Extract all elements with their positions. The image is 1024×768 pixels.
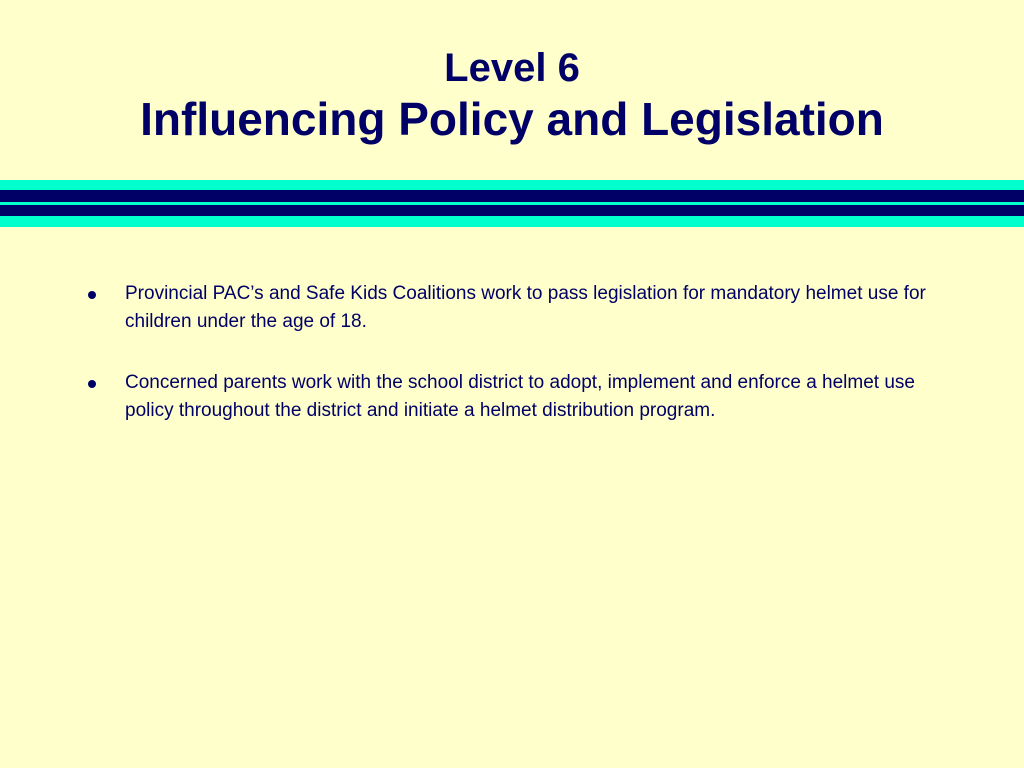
slide-title-line1: Level 6 [444,46,580,90]
slide-title-line2: Influencing Policy and Legislation [140,93,884,145]
bullet-dot-icon [88,291,96,299]
bullet-dot-icon [88,380,96,388]
stripe-teal-top [0,180,1024,190]
bullet-item [0,369,1024,425]
bullet-text: Concerned parents work with the school district to adopt, implement and enforce a helmet use policy throughout the district and initiate a helmet distribution program. [125,372,915,421]
stripe-teal-bottom [0,216,1024,227]
bullet-text: Provincial PAC’s and Safe Kids Coalitions work to pass legislation for mandatory helmet use for children under the age of 18. [125,283,926,332]
bullet-item [0,280,1024,336]
bullet-list [0,280,1024,458]
stripe-navy-lower [0,205,1024,216]
slide-title [0,44,1024,146]
stripe-navy-upper [0,190,1024,202]
